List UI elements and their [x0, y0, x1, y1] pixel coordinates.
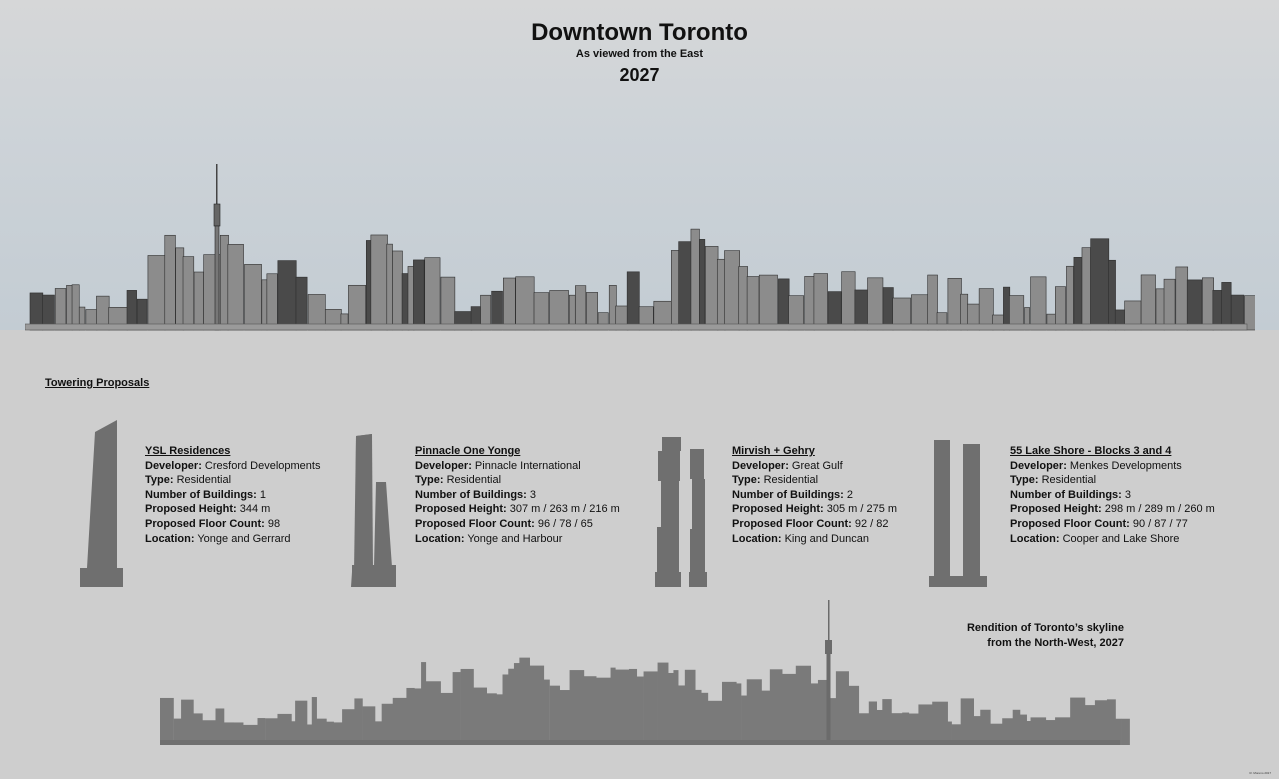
- nw-building: [354, 698, 362, 745]
- nw-building: [644, 671, 658, 745]
- nw-building: [496, 694, 504, 745]
- nw-building: [685, 670, 696, 745]
- nw-building: [160, 698, 174, 745]
- cn-tower-shaft: [215, 226, 219, 330]
- nw-building: [796, 666, 811, 745]
- nw-base: [160, 740, 1120, 745]
- east-building: [805, 276, 815, 330]
- nw-building: [877, 710, 883, 745]
- skyline-east-illustration: [25, 160, 1255, 332]
- skyline-northwest-illustration: [155, 595, 1130, 747]
- nw-building: [637, 677, 644, 745]
- east-building: [1202, 278, 1213, 330]
- developer-label: Developer:: [1010, 459, 1067, 472]
- east-base: [25, 324, 1247, 330]
- mirvish-gehry-tower-silhouette: [652, 435, 712, 588]
- east-building: [868, 278, 883, 330]
- east-building: [228, 244, 244, 330]
- nw-building: [425, 681, 441, 745]
- east-building: [1091, 239, 1109, 330]
- buildings-label: Number of Buildings:: [145, 488, 257, 501]
- page-year: 2027: [619, 65, 660, 85]
- east-building: [679, 242, 692, 330]
- nw-building: [543, 680, 550, 745]
- developer-label: Developer:: [415, 459, 472, 472]
- nw-building: [441, 693, 454, 745]
- east-building: [705, 246, 718, 330]
- height-value: 307 m / 263 m / 216 m: [509, 503, 620, 516]
- floors-value: 92 / 82: [854, 517, 889, 530]
- lake-shore-tower-silhouette: [925, 438, 990, 588]
- east-building: [220, 235, 228, 330]
- floors-value: 96 / 78 / 65: [537, 517, 593, 530]
- floors-label: Proposed Floor Count:: [1010, 517, 1130, 530]
- developer-value: Great Gulf: [791, 459, 843, 472]
- east-building: [267, 274, 278, 330]
- location-value: Cooper and Lake Shore: [1062, 532, 1180, 545]
- height-label: Proposed Height:: [732, 503, 824, 516]
- nw-cn-tower-shaft: [827, 654, 831, 745]
- east-building: [244, 264, 261, 330]
- east-building: [948, 278, 962, 330]
- east-building: [387, 244, 393, 330]
- nw-building: [918, 704, 933, 745]
- nw-cn-tower-antenna: [828, 600, 830, 640]
- nw-building: [700, 693, 708, 745]
- buildings-label: Number of Buildings:: [1010, 488, 1122, 501]
- nw-building: [550, 686, 560, 745]
- east-building: [627, 272, 639, 330]
- east-building: [262, 280, 267, 330]
- east-building: [778, 279, 789, 330]
- proposal-ysl: [145, 444, 320, 546]
- east-building: [194, 272, 204, 330]
- proposal-name: Pinnacle One Yonge: [415, 445, 521, 457]
- nw-building: [882, 699, 891, 745]
- nw-building: [1121, 719, 1130, 745]
- nw-building: [461, 669, 474, 745]
- nw-building: [215, 708, 224, 745]
- east-building: [392, 251, 402, 330]
- floors-label: Proposed Floor Count:: [732, 517, 852, 530]
- height-label: Proposed Height:: [145, 503, 237, 516]
- proposal-name: YSL Residences: [145, 445, 231, 457]
- floors-label: Proposed Floor Count:: [145, 517, 265, 530]
- east-building: [928, 275, 938, 330]
- east-building: [747, 277, 759, 330]
- proposal-mirvish-gehry: [732, 444, 897, 546]
- nw-building: [980, 710, 990, 745]
- nw-building: [747, 679, 762, 745]
- east-building: [1031, 277, 1047, 330]
- east-building: [503, 278, 515, 330]
- height-value: 305 m / 275 m: [826, 503, 898, 516]
- east-building: [609, 285, 616, 330]
- east-building: [842, 272, 856, 330]
- type-value: Residential: [1041, 474, 1097, 487]
- height-value: 298 m / 289 m / 260 m: [1104, 503, 1215, 516]
- nw-building: [181, 700, 194, 745]
- page-title: Downtown Toronto: [531, 19, 748, 46]
- east-building: [296, 277, 307, 330]
- east-building: [72, 285, 79, 330]
- east-building: [516, 277, 535, 330]
- type-label: Type:: [145, 474, 174, 487]
- location-value: Yonge and Gerrard: [197, 532, 291, 545]
- east-building: [148, 255, 165, 330]
- nw-building: [473, 688, 487, 745]
- rendition-caption-line1: Rendition of Toronto’s skyline: [966, 622, 1124, 634]
- pinnacle-tower-silhouette: [346, 432, 401, 588]
- east-building: [691, 229, 700, 330]
- type-label: Type:: [732, 474, 761, 487]
- location-label: Location:: [1010, 532, 1060, 545]
- cn-tower-pod: [214, 204, 220, 226]
- nw-building: [393, 698, 408, 745]
- location-label: Location:: [732, 532, 782, 545]
- height-label: Proposed Height:: [1010, 503, 1102, 516]
- east-building: [759, 275, 777, 330]
- page-subtitle: As viewed from the East: [575, 48, 704, 60]
- nw-building: [453, 672, 461, 745]
- buildings-value: 3: [1124, 488, 1132, 501]
- east-building: [371, 235, 388, 330]
- nw-building: [596, 678, 611, 745]
- floors-value: 90 / 87 / 77: [1132, 517, 1188, 530]
- nw-building: [761, 691, 771, 745]
- height-value: 344 m: [239, 503, 271, 516]
- artist-credit: R. Moreno 2017: [1249, 771, 1271, 775]
- type-label: Type:: [415, 474, 444, 487]
- location-value: Yonge and Harbour: [467, 532, 563, 545]
- type-value: Residential: [176, 474, 232, 487]
- nw-building: [810, 683, 819, 745]
- east-building: [1074, 257, 1082, 330]
- east-building: [348, 285, 365, 330]
- nw-building: [869, 701, 877, 745]
- ysl-tower-silhouette: [75, 420, 130, 588]
- proposal-pinnacle: [415, 444, 620, 546]
- east-building: [176, 248, 184, 330]
- nw-building: [519, 658, 530, 745]
- east-building: [1187, 280, 1202, 330]
- type-label: Type:: [1010, 474, 1039, 487]
- header: [0, 18, 1279, 88]
- type-value: Residential: [446, 474, 502, 487]
- nw-building: [1107, 699, 1116, 745]
- buildings-label: Number of Buildings:: [732, 488, 844, 501]
- nw-building: [1095, 700, 1107, 745]
- nw-building: [708, 701, 723, 745]
- buildings-value: 2: [846, 488, 854, 501]
- nw-building: [849, 686, 860, 745]
- nw-building: [1013, 710, 1021, 745]
- buildings-label: Number of Buildings:: [415, 488, 527, 501]
- nw-building: [414, 688, 422, 745]
- nw-building: [487, 693, 497, 745]
- floors-value: 98: [267, 517, 281, 530]
- buildings-value: 3: [529, 488, 537, 501]
- developer-value: Pinnacle International: [474, 459, 581, 472]
- nw-building: [382, 704, 393, 745]
- east-building: [183, 257, 194, 330]
- nw-building: [770, 669, 783, 745]
- east-building: [165, 235, 176, 330]
- nw-building: [735, 683, 741, 745]
- developer-label: Developer:: [732, 459, 789, 472]
- east-building: [1003, 287, 1009, 330]
- east-building: [1109, 260, 1116, 330]
- east-building: [575, 286, 585, 330]
- nw-building: [508, 669, 514, 745]
- east-building: [1222, 282, 1231, 330]
- east-building: [724, 251, 739, 330]
- cn-tower-antenna: [216, 164, 218, 204]
- east-building: [1141, 275, 1155, 330]
- nw-building: [583, 676, 596, 745]
- type-value: Residential: [763, 474, 819, 487]
- nw-building: [629, 669, 637, 745]
- east-building: [278, 261, 296, 330]
- location-value: King and Duncan: [784, 532, 869, 545]
- proposal-name: Mirvish + Gehry: [732, 445, 815, 457]
- east-building: [883, 288, 893, 330]
- nw-building: [1084, 705, 1096, 745]
- developer-label: Developer:: [145, 459, 202, 472]
- developer-value: Menkes Developments: [1069, 459, 1182, 472]
- nw-building: [406, 688, 414, 745]
- east-building: [441, 277, 455, 330]
- nw-building: [363, 706, 376, 745]
- nw-building: [1070, 698, 1085, 745]
- nw-building: [961, 698, 974, 745]
- east-building: [739, 266, 748, 330]
- rendition-caption-line2: from the North-West, 2027: [987, 637, 1124, 649]
- nw-building: [677, 685, 685, 745]
- nw-building: [722, 682, 737, 745]
- nw-building: [932, 702, 948, 745]
- nw-building: [529, 666, 544, 745]
- nw-building: [295, 701, 307, 745]
- nw-building: [836, 671, 849, 745]
- east-building: [413, 260, 424, 330]
- height-label: Proposed Height:: [415, 503, 507, 516]
- nw-cn-tower-pod: [825, 640, 832, 654]
- nw-building: [781, 674, 796, 745]
- east-building: [671, 250, 678, 330]
- nw-building: [342, 709, 355, 745]
- east-building: [1055, 287, 1065, 330]
- east-building: [699, 239, 704, 330]
- east-building: [1082, 248, 1091, 330]
- proposal-55-lake-shore: [1010, 444, 1215, 546]
- proposal-name: 55 Lake Shore - Blocks 3 and 4: [1010, 445, 1172, 457]
- buildings-value: 1: [259, 488, 267, 501]
- nw-building: [559, 690, 571, 745]
- developer-value: Cresford Developments: [204, 459, 321, 472]
- nw-building: [741, 696, 747, 745]
- location-label: Location:: [415, 532, 465, 545]
- east-building: [67, 285, 73, 330]
- nw-building: [614, 670, 630, 745]
- proposals-heading: Towering Proposals: [45, 377, 150, 389]
- east-building: [1164, 279, 1175, 330]
- east-building: [814, 274, 828, 330]
- nw-building: [570, 670, 585, 745]
- nw-building: [658, 663, 669, 745]
- east-building: [1066, 266, 1073, 330]
- floors-label: Proposed Floor Count:: [415, 517, 535, 530]
- location-label: Location:: [145, 532, 195, 545]
- east-building: [425, 258, 440, 330]
- east-building: [1176, 267, 1188, 330]
